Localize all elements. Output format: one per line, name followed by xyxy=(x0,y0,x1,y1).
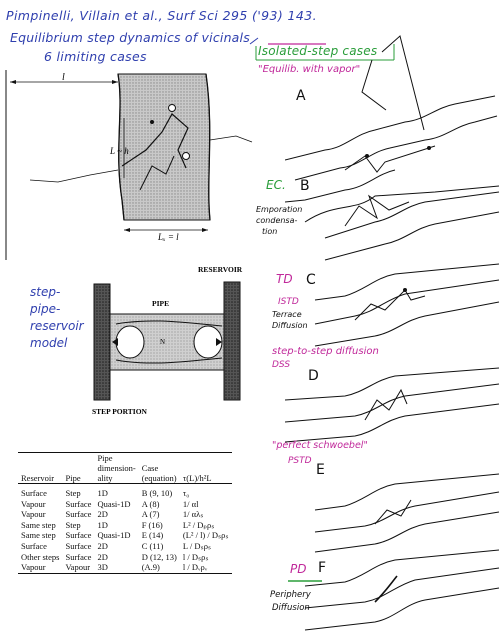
table-cell: Quasi-1D xyxy=(97,498,131,509)
table-cell: l / Dₛρₛ xyxy=(182,551,209,562)
th-pipe-dimensionality: Pipe dimension- ality xyxy=(97,453,136,483)
table-row xyxy=(18,530,232,541)
case-f-desc-2: Diffusion xyxy=(272,603,310,613)
table-cell: (A.9) xyxy=(141,562,160,573)
table-cell: L / Dₛρₛ xyxy=(182,540,212,551)
pipe-label: PIPE xyxy=(152,299,170,308)
case-d-title: step-to-step diffusion xyxy=(272,346,379,357)
case-b-tag: EC. xyxy=(266,178,286,192)
table-cell: 2D xyxy=(97,509,108,520)
case-d-tag: DSS xyxy=(272,360,291,370)
table-cell: Surface xyxy=(65,551,92,562)
case-e-title: "perfect schwoebel" xyxy=(272,440,368,451)
table-cell: Quasi-1D xyxy=(97,530,131,541)
table-cell: Vapour xyxy=(21,498,46,509)
case-b-desc-3: tion xyxy=(262,227,278,236)
citation-text: Pimpinelli, Villain et al., Surf Sci 295 ('93) 143. xyxy=(6,8,317,23)
table-cell: F (16) xyxy=(141,519,163,530)
model-label-2: pipe- xyxy=(30,302,61,316)
table-cell: (L² / l) / Dₛρₛ xyxy=(182,530,229,541)
case-b-desc-2: condensa- xyxy=(256,216,298,225)
table-cell: 2D xyxy=(97,540,108,551)
table-header-row xyxy=(18,453,232,484)
case-c-tag: TD xyxy=(276,272,293,286)
case-f-tag: PD xyxy=(290,562,307,576)
table-row xyxy=(18,520,232,531)
case-f-letter: F xyxy=(318,560,327,576)
label-l: l xyxy=(62,72,65,83)
table-cell: 1D xyxy=(97,519,108,530)
table-cell: 1/ αl xyxy=(182,498,199,509)
label-Ly: Lₓ = l xyxy=(158,232,179,242)
case-a-letter: A xyxy=(296,88,306,104)
table-cell: Surface xyxy=(65,530,92,541)
th-reservoir: Reservoir xyxy=(21,473,55,483)
table-cell: D (12, 13) xyxy=(141,551,177,562)
table-row xyxy=(18,541,232,552)
table-cell: B (9, 10) xyxy=(141,488,173,498)
table-body xyxy=(18,484,232,574)
sketch-case-b xyxy=(305,186,499,260)
table-cell: Vapour xyxy=(21,562,46,573)
vicinal-step-diagram xyxy=(0,70,255,260)
table-cell: Other steps xyxy=(21,551,60,562)
table-cell: Surface xyxy=(21,540,47,551)
table-cell: τ₀ xyxy=(182,488,190,498)
case-b-letter: B xyxy=(300,178,310,194)
case-c-letter: C xyxy=(306,272,316,288)
table-cell: 3D xyxy=(97,562,108,573)
pipe-reservoir-diagram xyxy=(90,262,250,422)
table-cell: Step xyxy=(65,519,81,530)
table-row xyxy=(18,509,232,520)
table-cell: Same step xyxy=(21,530,56,541)
case-c-desc-2: Diffusion xyxy=(272,321,308,330)
table-row xyxy=(18,484,232,499)
table-cell: 2D xyxy=(97,551,108,562)
isolated-step-label: Isolated-step cases xyxy=(258,44,378,58)
reservoir-label: RESERVOIR xyxy=(198,265,243,274)
table-cell: Step xyxy=(65,488,81,498)
cases-table xyxy=(18,452,232,574)
case-c-subtag: ISTD xyxy=(278,297,299,307)
table-cell: Surface xyxy=(65,509,92,520)
table-cell: A (7) xyxy=(141,509,160,520)
table-cell: Same step xyxy=(21,519,56,530)
page-title: Equilibrium step dynamics of vicinals xyxy=(10,30,250,45)
th-pipe: Pipe xyxy=(65,473,81,483)
table-cell: Surface xyxy=(21,488,47,498)
sketch-case-f xyxy=(305,550,499,630)
table-row xyxy=(18,499,232,510)
model-label-3: reservoir xyxy=(30,319,84,333)
table-cell: l / Dᵥρᵥ xyxy=(182,562,208,573)
table-cell: Surface xyxy=(65,540,92,551)
label-L: L ~ h xyxy=(110,146,129,156)
table-cell: 1D xyxy=(97,488,108,498)
table-cell: C (11) xyxy=(141,540,164,551)
case-e-letter: E xyxy=(316,462,325,478)
case-e-tag: PSTD xyxy=(288,456,312,466)
th-tau: τ(L)/h²L xyxy=(182,473,212,483)
sketch-case-a xyxy=(285,96,497,202)
equilib-vapor-label: "Equilib. with vapor" xyxy=(258,64,361,75)
pipe-n-label: N xyxy=(160,338,166,346)
sketch-case-c xyxy=(315,264,499,346)
table-cell: L² / Dₚρₛ xyxy=(182,519,215,530)
case-f-underline xyxy=(286,578,326,584)
table-row xyxy=(18,552,232,563)
case-b-desc-1: Emporation xyxy=(256,205,303,214)
model-label-1: step- xyxy=(30,285,61,299)
case-f-desc-1: Periphery xyxy=(270,590,311,600)
table-cell: A (8) xyxy=(141,498,160,509)
th-case: Case (equation) xyxy=(141,463,177,483)
page-subtitle: 6 limiting cases xyxy=(44,49,147,64)
model-label-4: model xyxy=(30,336,68,350)
sketch-case-e xyxy=(315,474,499,552)
case-step-sketches xyxy=(285,70,500,644)
step-portion-label: STEP PORTION xyxy=(92,407,147,416)
cases-table-wrap xyxy=(18,452,232,574)
table-cell: Vapour xyxy=(21,509,46,520)
case-d-letter: D xyxy=(308,368,319,384)
table-cell: E (14) xyxy=(141,530,164,541)
table-cell: 1/ αλₛ xyxy=(182,509,204,520)
table-cell: Vapour xyxy=(65,562,91,573)
table-cell: Surface xyxy=(65,498,92,509)
case-c-desc-1: Terrace xyxy=(272,310,302,319)
table-row xyxy=(18,562,232,573)
